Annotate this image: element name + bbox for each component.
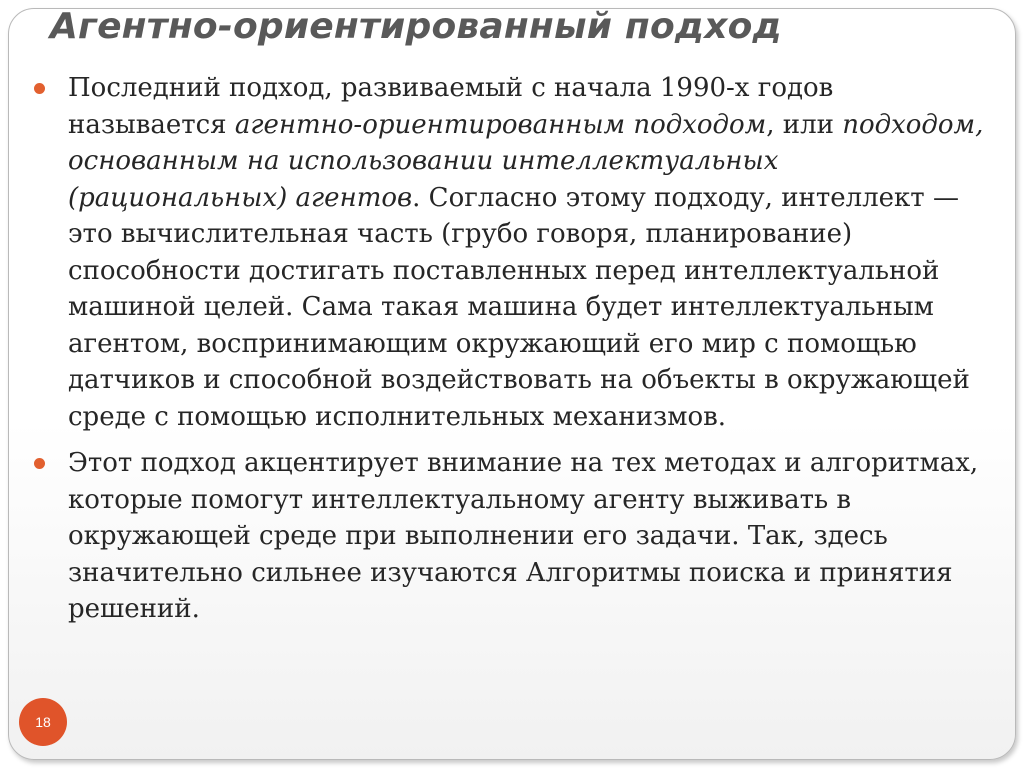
- bullet-item: [30, 445, 985, 628]
- bullet-text: [68, 73, 983, 432]
- bullet-segment: Этот подход акцентирует внимание на тех методах и алгоритмах, которые помогут интеллектуальному агенту выживать в окружающей среде при выполнении его задачи. Так, здесь значительно сильнее изучаются Алгоритмы поиска и принятия решений.: [68, 448, 979, 624]
- bullet-segment: Последний подход, развиваемый с начала 1990-х годов называется: [68, 73, 834, 140]
- page-number-badge: 18: [19, 698, 67, 746]
- bullet-segment: , или: [766, 109, 843, 140]
- bullet-item: [30, 70, 985, 435]
- bullet-segment-italic: агентно-ориентированным подходом: [234, 109, 767, 140]
- bullet-dot-icon: [34, 458, 45, 469]
- bullet-list: [30, 70, 985, 638]
- bullet-segment: . Согласно этому подходу, интеллект — это вычислительная часть (грубо говоря, планирование) способности достигать поставленных перед интеллектуальной машиной целей. Сама такая машина будет интеллектуальным агентом, воспринимающим окружающий его мир с помощью датчиков и способной воздействовать на объекты в окружающей среде с помощью исполнительных механизмов.: [68, 182, 970, 432]
- slide-title: Агентно-ориентированный подход: [50, 6, 782, 47]
- bullet-text: [68, 448, 978, 624]
- bullet-dot-icon: [34, 83, 45, 94]
- bullet-segment-italic: подходом, основанным на использовании интеллектуальных (рациональных) агентов: [68, 109, 984, 213]
